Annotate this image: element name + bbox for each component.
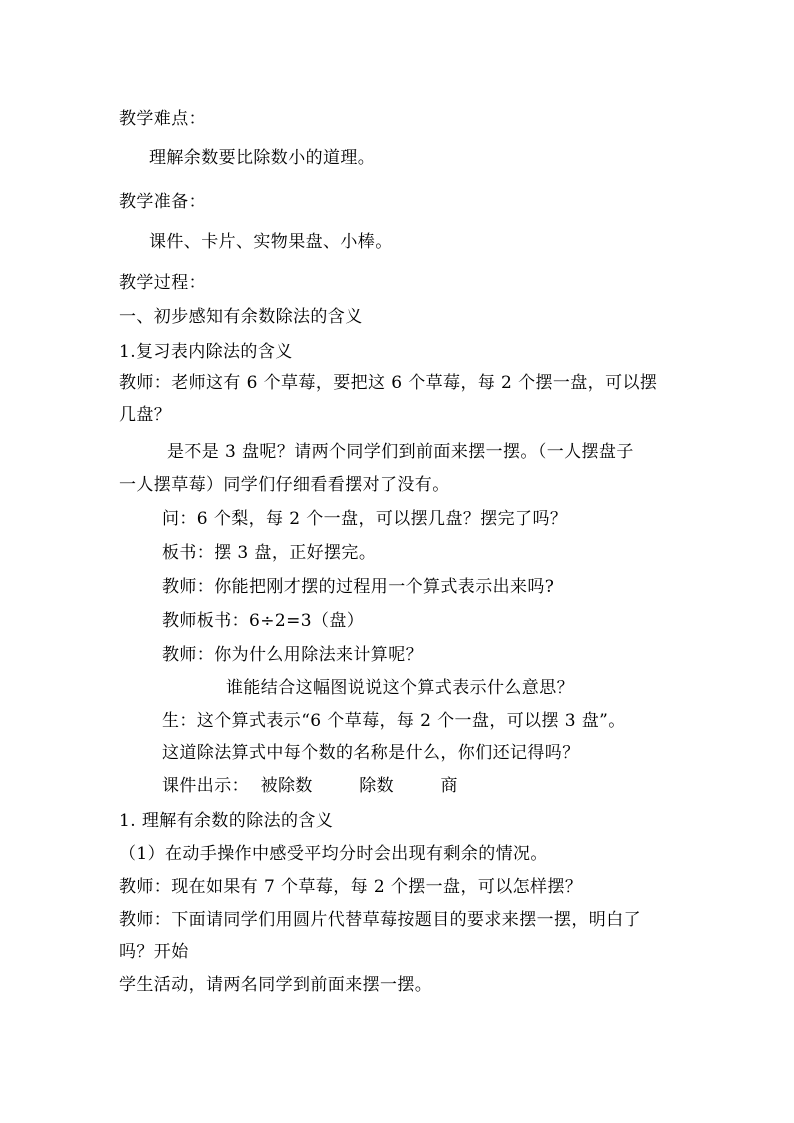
- paragraph: 教师：老师这有 6 个草莓，要把这 6 个草莓，每 2 个摆一盘，可以摆: [119, 373, 658, 393]
- paragraph: 教师：下面请同学们用圆片代替草莓按题目的要求来摆一摆，明白了: [119, 910, 641, 930]
- paragraph: 教师：你为什么用除法来计算呢？: [162, 645, 423, 665]
- paragraph: 教师板书：6÷2=3（盘）: [162, 611, 365, 631]
- paragraph: 一人摆草莓）同学们仔细看看摆对了没有。: [119, 475, 450, 495]
- paragraph: 问：6 个梨，每 2 个一盘，可以摆几盘？摆完了吗？: [162, 509, 568, 529]
- paragraph: 教师：你能把刚才摆的过程用一个算式表示出来吗?: [162, 577, 555, 597]
- subsection-heading: 1.复习表内除法的含义: [119, 342, 293, 362]
- paragraph: 谁能结合这幅图说说这个算式表示什么意思？: [226, 678, 574, 698]
- paragraph: 生：这个算式表示“6 个草莓，每 2 个一盘，可以摆 3 盘”。: [162, 711, 626, 731]
- paragraph: （1）在动手操作中感受平均分时会出现有剩余的情况。: [119, 844, 548, 864]
- paragraph: 理解余数要比除数小的道理。: [149, 148, 376, 168]
- heading-teaching-process: 教学过程：: [119, 273, 206, 293]
- heading-teaching-preparation: 教学准备：: [119, 192, 206, 212]
- paragraph: 教师：现在如果有 7 个草莓，每 2 个摆一盘，可以怎样摆？: [119, 877, 583, 897]
- paragraph: 吗？开始: [119, 942, 189, 962]
- section-heading: 一、初步感知有余数除法的含义: [119, 307, 363, 327]
- paragraph: 这道除法算式中每个数的名称是什么，你们还记得吗？: [162, 743, 580, 763]
- paragraph: 课件、卡片、实物果盘、小棒。: [149, 232, 393, 252]
- paragraph: 是不是 3 盘呢？请两个同学们到前面来摆一摆。（一人摆盘子: [167, 442, 634, 462]
- paragraph: 课件出示： 被除数 除数 商: [162, 776, 458, 796]
- paragraph: 几盘？: [119, 405, 172, 425]
- subsection-heading: 1. 理解有余数的除法的含义: [119, 811, 334, 831]
- paragraph: 板书：摆 3 盘，正好摆完。: [162, 543, 377, 563]
- paragraph: 学生活动，请两名同学到前面来摆一摆。: [119, 975, 433, 995]
- heading-teaching-difficulty: 教学难点：: [119, 109, 206, 129]
